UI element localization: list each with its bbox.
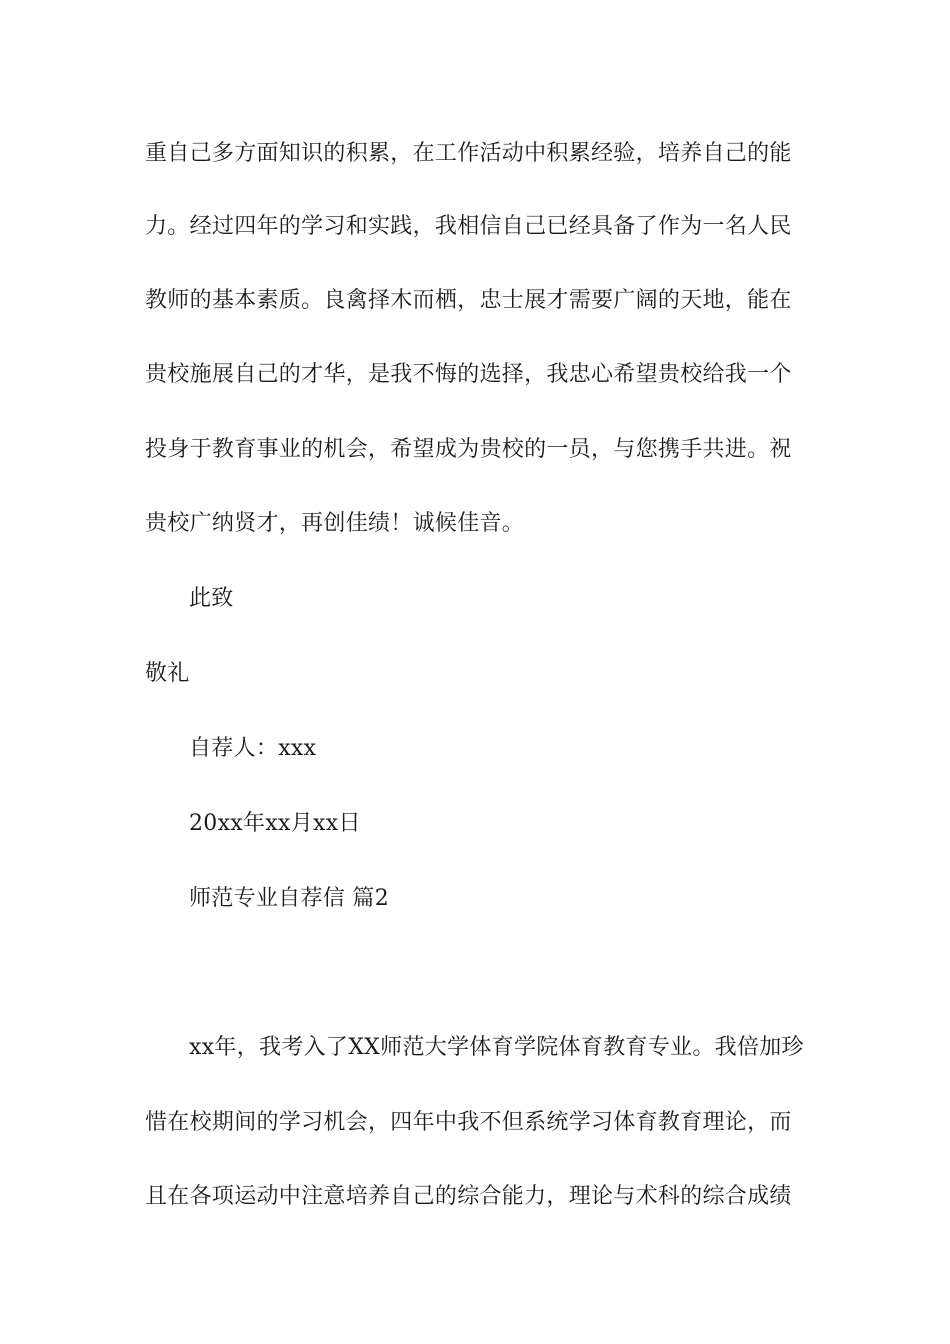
closing-text: 此致 (189, 586, 234, 611)
salute-text: 敬礼 (145, 661, 190, 686)
signature-text: 自荐人：xxx (189, 736, 317, 761)
paragraph-line: 重自己多方面知识的积累，在工作活动中积累经验，培养自己的能 (145, 141, 792, 166)
paragraph-line: 且在各项运动中注意培养自己的综合能力，理论与术科的综合成绩 (145, 1184, 792, 1209)
paragraph-line: 贵校施展自己的才华，是我不悔的选择，我忠心希望贵校给我一个 (145, 362, 792, 387)
section-title: 师范专业自荐信 篇2 (189, 886, 389, 911)
paragraph-line: 投身于教育事业的机会，希望成为贵校的一员，与您携手共进。祝 (145, 437, 792, 462)
paragraph-line: 教师的基本素质。良禽择木而栖，忠士展才需要广阔的天地，能在 (145, 288, 792, 313)
date-text: 20xx年xx月xx日 (189, 811, 361, 836)
paragraph-line: 贵校广纳贤才，再创佳绩！诚候佳音。 (145, 511, 525, 536)
paragraph-line: xx年，我考入了XX师范大学体育学院体育教育专业。我倍加珍 (189, 1035, 804, 1060)
paragraph-line: 惜在校期间的学习机会，四年中我不但系统学习体育教育理论，而 (145, 1110, 792, 1135)
paragraph-line: 力。经过四年的学习和实践，我相信自己已经具备了作为一名人民 (145, 214, 792, 239)
